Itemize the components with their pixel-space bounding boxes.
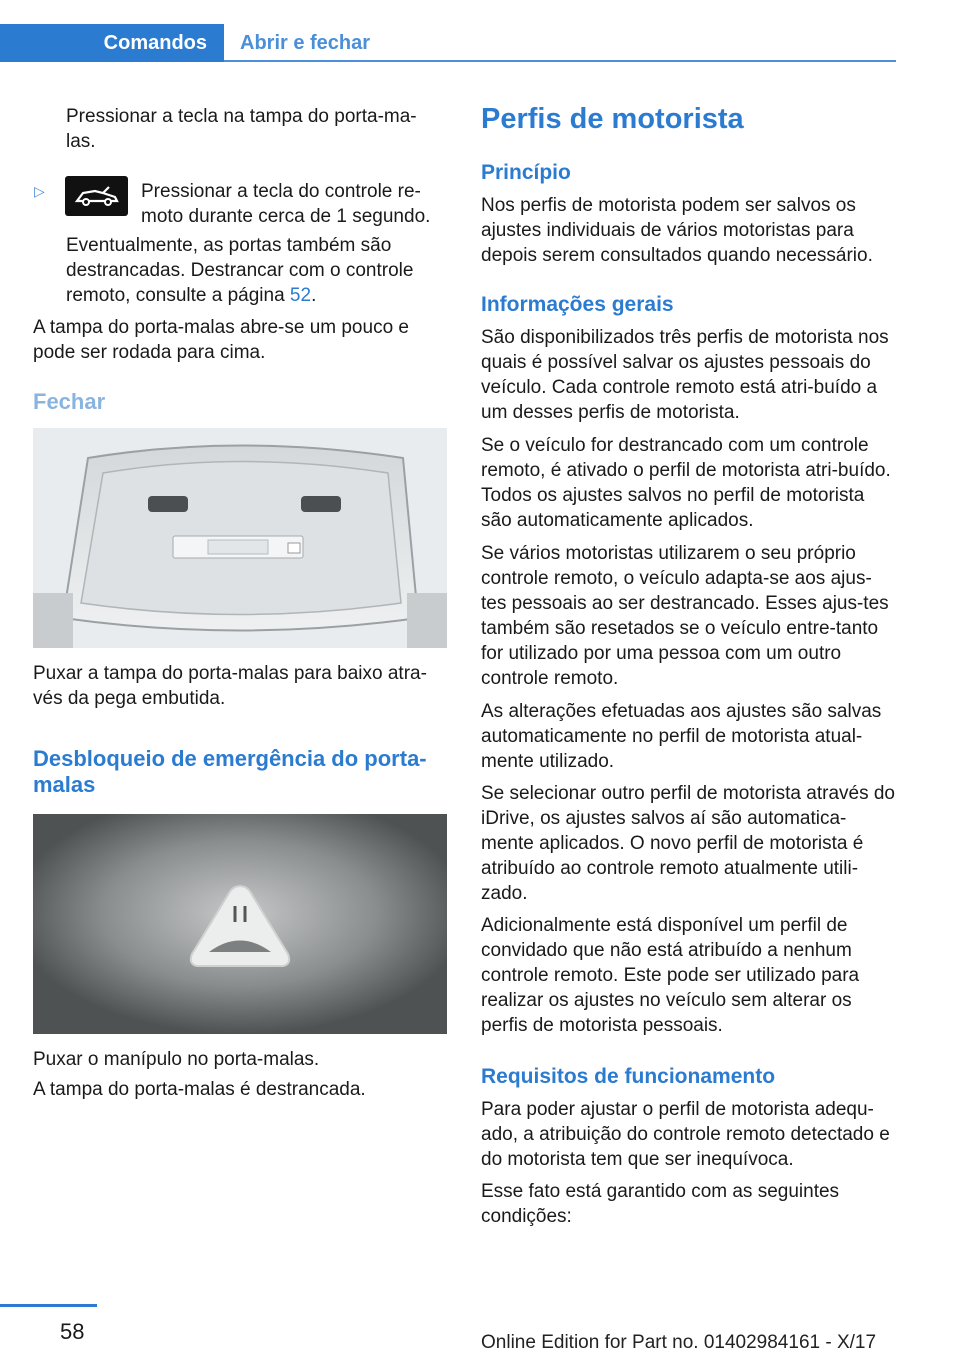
header-divider: [224, 60, 896, 62]
paragraph-info-2: Se o veículo for destrancado com um controle remoto, é ativado o perfil de motorista atri‐buído. Todos os ajustes salvos no perfil de motorista são automaticamente aplicados.: [481, 435, 891, 531]
paragraph-trunk-opens: A tampa do porta-malas abre-se um pouco e pode ser rodada para cima.: [33, 317, 409, 363]
triangle-bullet-icon: ▷: [34, 183, 45, 199]
paragraph-doors-text: Eventualmente, as portas também são destrancadas. Destrancar com o controle remoto, consulte a página: [66, 235, 414, 306]
paragraph-info-3: Se vários motoristas utilizarem o seu próprio controle remoto, o veículo adapta-se aos ajus‐tes pessoais ao ser destrancado. Esses ajus‐tes também são resetados se o veículo entre‐tanto for utilizado por uma pessoa com um outro controle remoto.: [481, 543, 889, 689]
tab-abrir-e-fechar[interactable]: Abrir e fechar: [240, 31, 371, 54]
paragraph-req-1: Para poder ajustar o perfil de motorista adequ‐ado, a atribuição do controle remoto detectado e do motorista tem que ser inequívoca.: [481, 1099, 890, 1170]
paragraph-info-4: As alterações efetuadas aos ajustes são salvas automaticamente no perfil de motorista atual‐mente utilizado.: [481, 701, 882, 772]
trunk-remote-key-icon: [65, 176, 128, 216]
emergency-release-photo: [33, 814, 447, 1034]
paragraph-info-6: Adicionalmente está disponível um perfil de convidado que não está atribuído a nenhum controle remoto. Este pode ser utilizado para realizar os ajustes no veículo sem alterar os perfis de motorista pessoais.: [481, 915, 860, 1036]
trunk-lid-photo: [33, 428, 447, 648]
page-header: [0, 0, 960, 62]
tab-comandos[interactable]: Comandos: [0, 24, 224, 62]
paragraph-info-5: Se selecionar outro perfil de motorista através do iDrive, os ajustes salvos aí são automatica‐mente aplicados. O novo perfil de motorista é atribuído ao controle remoto atualmente utili‐zado.: [481, 783, 895, 904]
heading-requisitos: Requisitos de funcionamento: [481, 1065, 776, 1088]
paragraph-info-1: São disponibilizados três perfis de motorista nos quais é possível salvar os ajustes pessoais do veículo. Cada controle remoto está atri‐buído a um desses perfis de motorista.: [481, 327, 889, 423]
paragraph-principio: Nos perfis de motorista podem ser salvos os ajustes individuais de vários motoristas para depois serem consultados quando necessário.: [481, 195, 873, 266]
paragraph-doors-unlock: [66, 233, 442, 308]
paragraph-remote-button: Pressionar a tecla do controle re‐moto durante cerca de 1 segundo.: [141, 181, 431, 227]
paragraph-unlocked: A tampa do porta-malas é destrancada.: [33, 1079, 366, 1100]
paragraph-end: .: [311, 285, 317, 306]
page-number: 58: [60, 1319, 85, 1344]
heading-desbloqueio: Desbloqueio de emergência do porta‐malas: [33, 746, 427, 797]
heading-informacoes-gerais: Informações gerais: [481, 293, 674, 316]
heading-fechar: Fechar: [33, 389, 106, 414]
paragraph-pull-lid: Puxar a tampa do porta-malas para baixo atra‐vés da pega embutida.: [33, 663, 427, 709]
paragraph-pull-handle: Puxar o manípulo no porta-malas.: [33, 1049, 320, 1070]
heading-perfis-de-motorista: Perfis de motorista: [481, 103, 744, 135]
paragraph-req-2: Esse fato está garantido com as seguintes condições:: [481, 1181, 840, 1227]
paragraph-trunk-button: Pressionar a tecla na tampa do porta‐ma‐las.: [66, 106, 417, 152]
edition-footer: Online Edition for Part no. 01402984161 - X/17: [481, 1332, 877, 1353]
heading-principio: Princípio: [481, 161, 571, 184]
page-link-52[interactable]: 52: [289, 285, 312, 306]
footer-divider: [0, 1304, 97, 1307]
